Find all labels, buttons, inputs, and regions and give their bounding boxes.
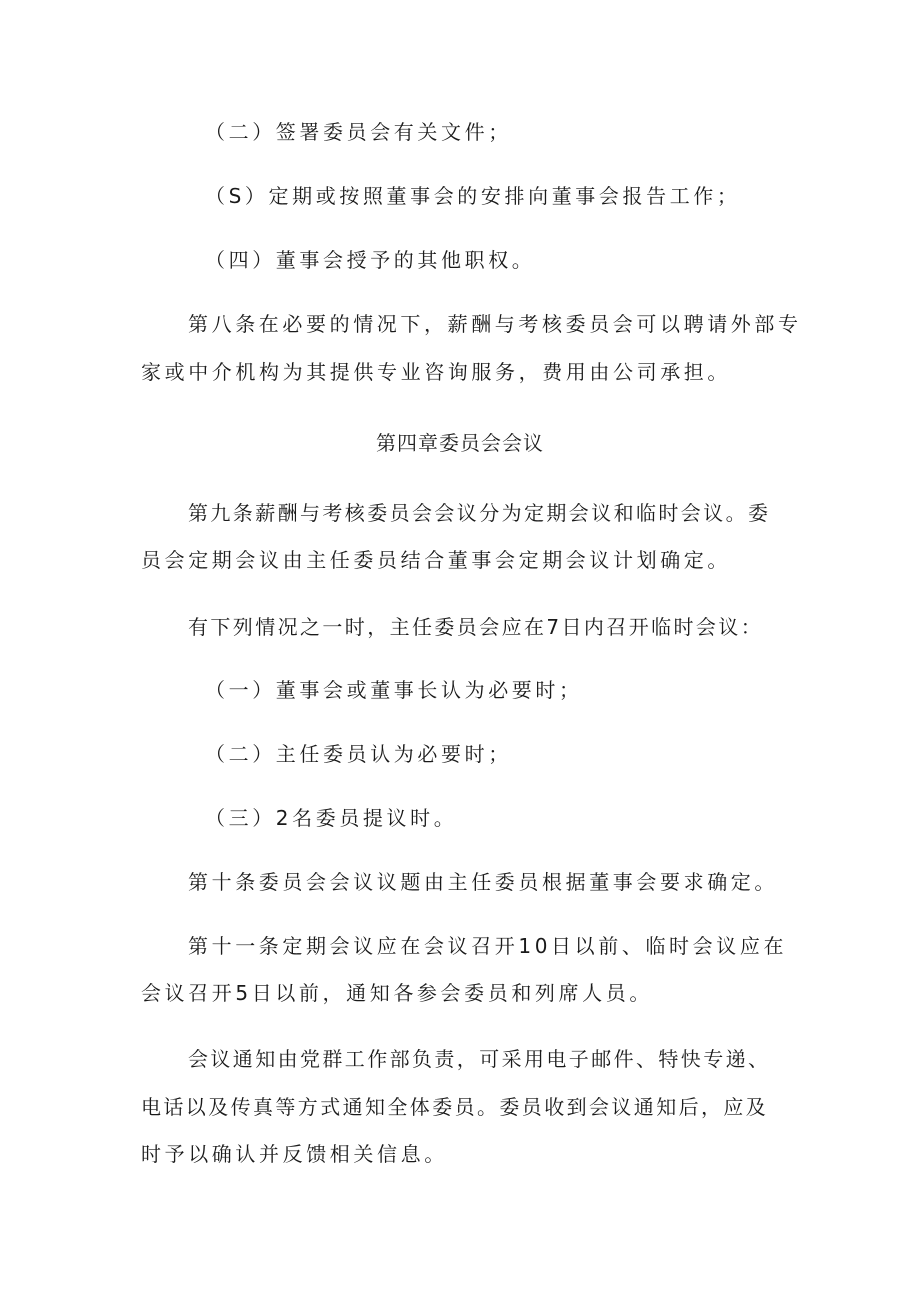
chapter-heading: 第四章委员会会议 xyxy=(376,431,544,455)
notice-paragraph-line-1: 会议通知由党群工作部负责，可采用电子邮件、特快专递、 xyxy=(188,1047,771,1071)
condition-item-3: （三）2名委员提议时。 xyxy=(205,806,458,830)
article-10: 第十条委员会会议议题由主任委员根据董事会要求确定。 xyxy=(188,870,778,894)
article-11-line-2: 会议召开5日以前，通知各参会委员和列席人员。 xyxy=(141,981,653,1005)
article-9-line-1: 第九条薪酬与考核委员会会议分为定期会议和临时会议。委 xyxy=(188,501,771,525)
condition-item-2: （二）主任委员认为必要时； xyxy=(205,742,512,766)
list-item-other-powers: （四）董事会授予的其他职权。 xyxy=(205,248,536,272)
article-8-line-1: 第八条在必要的情况下，薪酬与考核委员会可以聘请外部专 xyxy=(188,312,802,336)
list-item-report-to-board: （S）定期或按照董事会的安排向董事会报告工作； xyxy=(205,184,741,208)
article-11-line-1: 第十一条定期会议应在会议召开10日以前、临时会议应在 xyxy=(188,934,788,958)
list-item-sign-documents: （二）签署委员会有关文件； xyxy=(205,120,512,144)
notice-paragraph-line-2: 电话以及传真等方式通知全体委员。委员收到会议通知后，应及 xyxy=(141,1095,769,1119)
temporary-meeting-conditions: 有下列情况之一时，主任委员会应在7日内召开临时会议： xyxy=(188,615,764,639)
article-9-line-2: 员会定期会议由主任委员结合董事会定期会议计划确定。 xyxy=(141,548,731,572)
article-8-line-2: 家或中介机构为其提供专业咨询服务，费用由公司承担。 xyxy=(141,360,731,384)
notice-paragraph-line-3: 时予以确认并反馈相关信息。 xyxy=(141,1142,448,1166)
condition-item-1: （一）董事会或董事长认为必要时； xyxy=(205,678,583,702)
